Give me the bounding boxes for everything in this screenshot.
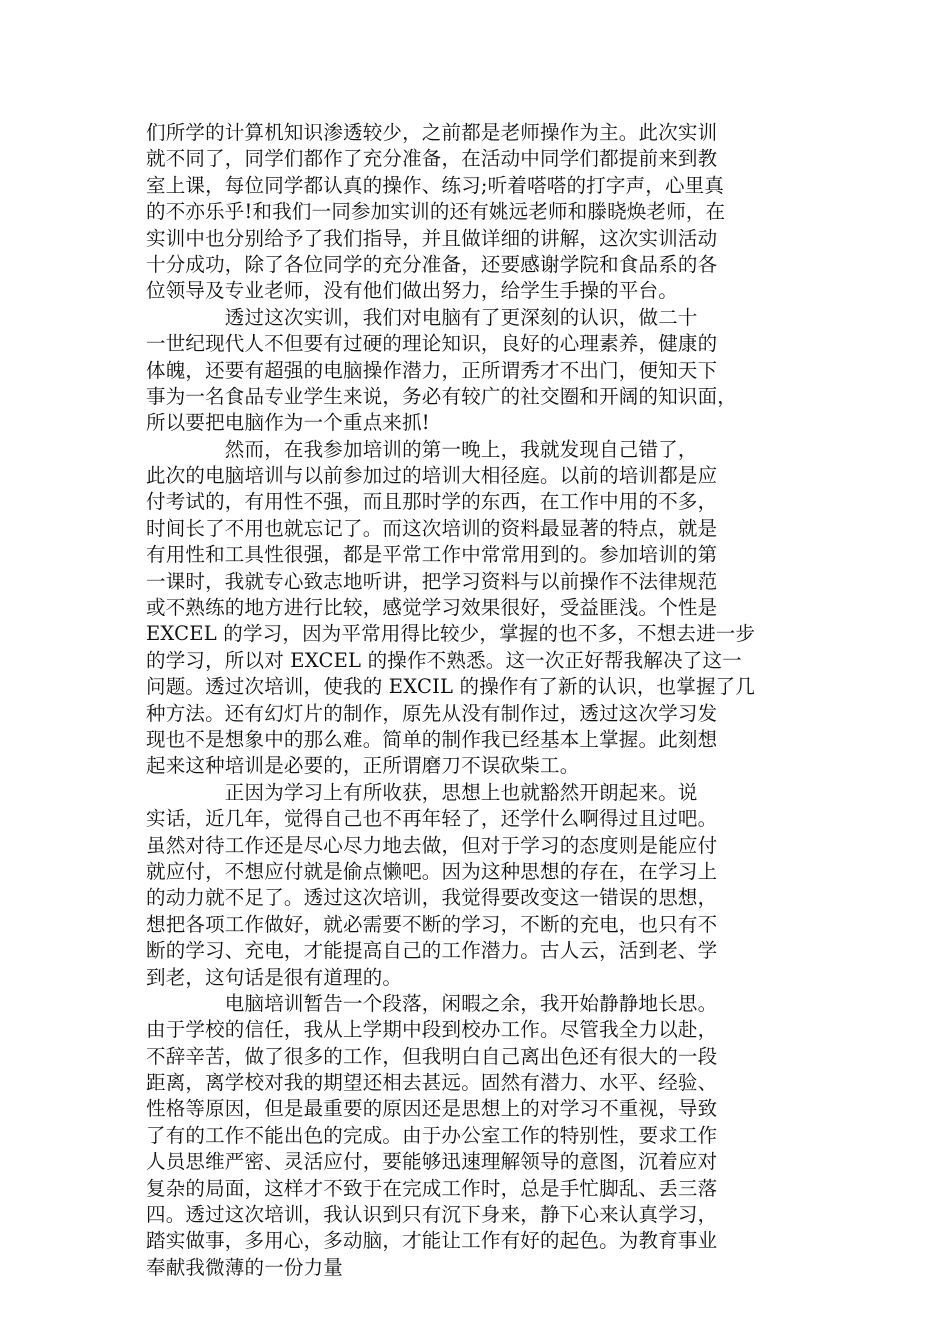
text-line: 所以要把电脑作为一个重点来抓! [146, 411, 430, 435]
text-line: 现也不是想象中的那么难。简单的制作我已经基本上掌握。此刻想 [146, 727, 718, 751]
text-line: 由于学校的信任，我从上学期中段到校办工作。尽管我全力以赴， [146, 1018, 718, 1042]
text-line: 此次的电脑培训与以前参加过的培训大相径庭。以前的培训都是应 [146, 464, 718, 488]
text-line: 一世纪现代人不但要有过硬的理论知识，良好的心理素养，健康的 [146, 332, 718, 356]
text-line: 实话，近几年，觉得自己也不再年轻了，还学什么啊得过且过吧。 [146, 807, 718, 831]
text-line: 了有的工作不能出色的完成。由于办公室工作的特别性，要求工作 [146, 1123, 718, 1147]
text-line: 到老，这句话是很有道理的。 [146, 965, 403, 989]
text-line: 事为一名食品专业学生来说，务必有较广的社交圈和开阔的知识面， [146, 384, 738, 408]
text-line: 不辞辛苦，做了很多的工作，但我明白自己离出色还有很大的一段 [146, 1044, 718, 1068]
text-line: 们所学的计算机知识渗透较少，之前都是老师操作为主。此次实训 [146, 121, 718, 144]
text-line: 奉献我微薄的一份力量 [146, 1255, 344, 1279]
text-line: 种方法。还有幻灯片的制作，原先从没有制作过，透过这次学习发 [146, 701, 718, 725]
text-line: 十分成功，除了各位同学的充分准备，还要感谢学院和食品系的各 [146, 252, 718, 276]
text-line: 问题。透过次培训，使我的 EXCIL 的操作有了新的认识，也掌握了几 [146, 675, 756, 699]
text-line: 或不熟练的地方进行比较，感觉学习效果很好，受益匪浅。个性是 [146, 596, 718, 620]
text-line: 透过这次实训，我们对电脑有了更深刻的认识，做二十 [146, 305, 698, 329]
text-line: 起来这种培训是必要的，正所谓磨刀不误砍柴工。 [146, 754, 580, 778]
text-line: 然而，在我参加培训的第一晚上，我就发现自己错了， [146, 437, 698, 461]
text-line: 室上课，每位同学都认真的操作、练习;听着嗒嗒的打字声，心里真 [146, 173, 725, 197]
text-line: 就应付，不想应付就是偷点懒吧。因为这种思想的存在，在学习上 [146, 859, 718, 883]
text-line: 踏实做事，多用心，多动脑，才能让工作有好的起色。为教育事业 [146, 1229, 718, 1253]
text-line: 断的学习、充电，才能提高自己的工作潜力。古人云，活到老、学 [146, 939, 718, 963]
text-line: 想把各项工作做好，就必需要不断的学习，不断的充电，也只有不 [146, 912, 718, 936]
text-line: 距离，离学校对我的期望还相去甚远。固然有潜力、水平、经验、 [146, 1071, 718, 1095]
text-line: 性格等原因，但是最重要的原因还是思想上的对学习不重视，导致 [146, 1097, 718, 1121]
text-line: 有用性和工具性很强，都是平常工作中常常用到的。参加培训的第 [146, 543, 718, 567]
text-line: 正因为学习上有所收获，思想上也就豁然开朗起来。说 [146, 780, 698, 804]
text-line: 付考试的，有用性不强，而且那时学的东西，在工作中用的不多， [146, 490, 718, 514]
text-line: 一课时，我就专心致志地听讲，把学习资料与以前操作不法律规范 [146, 569, 718, 593]
text-line: 实训中也分别给予了我们指导，并且做详细的讲解，这次实训活动 [146, 226, 718, 250]
text-line: 的动力就不足了。透过这次培训，我觉得要改变这一错误的思想， [146, 886, 718, 910]
text-line: 四。透过这次培训，我认识到只有沉下身来，静下心来认真学习， [146, 1203, 718, 1227]
text-line: 的不亦乐乎!和我们一同参加实训的还有姚远老师和滕晓焕老师，在 [146, 200, 726, 224]
text-line: 虽然对待工作还是尽心尽力地去做，但对于学习的态度则是能应付 [146, 833, 718, 857]
text-line: EXCEL 的学习，因为平常用得比较少，掌握的也不多，不想去进一步 [146, 622, 756, 646]
text-line: 时间长了不用也就忘记了。而这次培训的资料最显著的特点，就是 [146, 516, 718, 540]
text-line: 的学习，所以对 EXCEL 的操作不熟悉。这一次正好帮我解决了这一 [146, 648, 742, 672]
text-line: 电脑培训暂告一个段落，闲暇之余，我开始静静地长思。 [146, 991, 718, 1015]
text-line: 体魄，还要有超强的电脑操作潜力，正所谓秀才不出门，便知天下 [146, 358, 718, 382]
text-line: 复杂的局面，这样才不致于在完成工作时，总是手忙脚乱、丢三落 [146, 1176, 718, 1200]
text-line: 位领导及专业老师，没有他们做出努力，给学生手操的平台。 [146, 279, 678, 303]
text-line: 就不同了，同学们都作了充分准备，在活动中同学们都提前来到教 [146, 147, 718, 171]
document-body [146, 120, 826, 1281]
text-line: 人员思维严密、灵活应付，要能够迅速理解领导的意图，沉着应对 [146, 1150, 718, 1174]
